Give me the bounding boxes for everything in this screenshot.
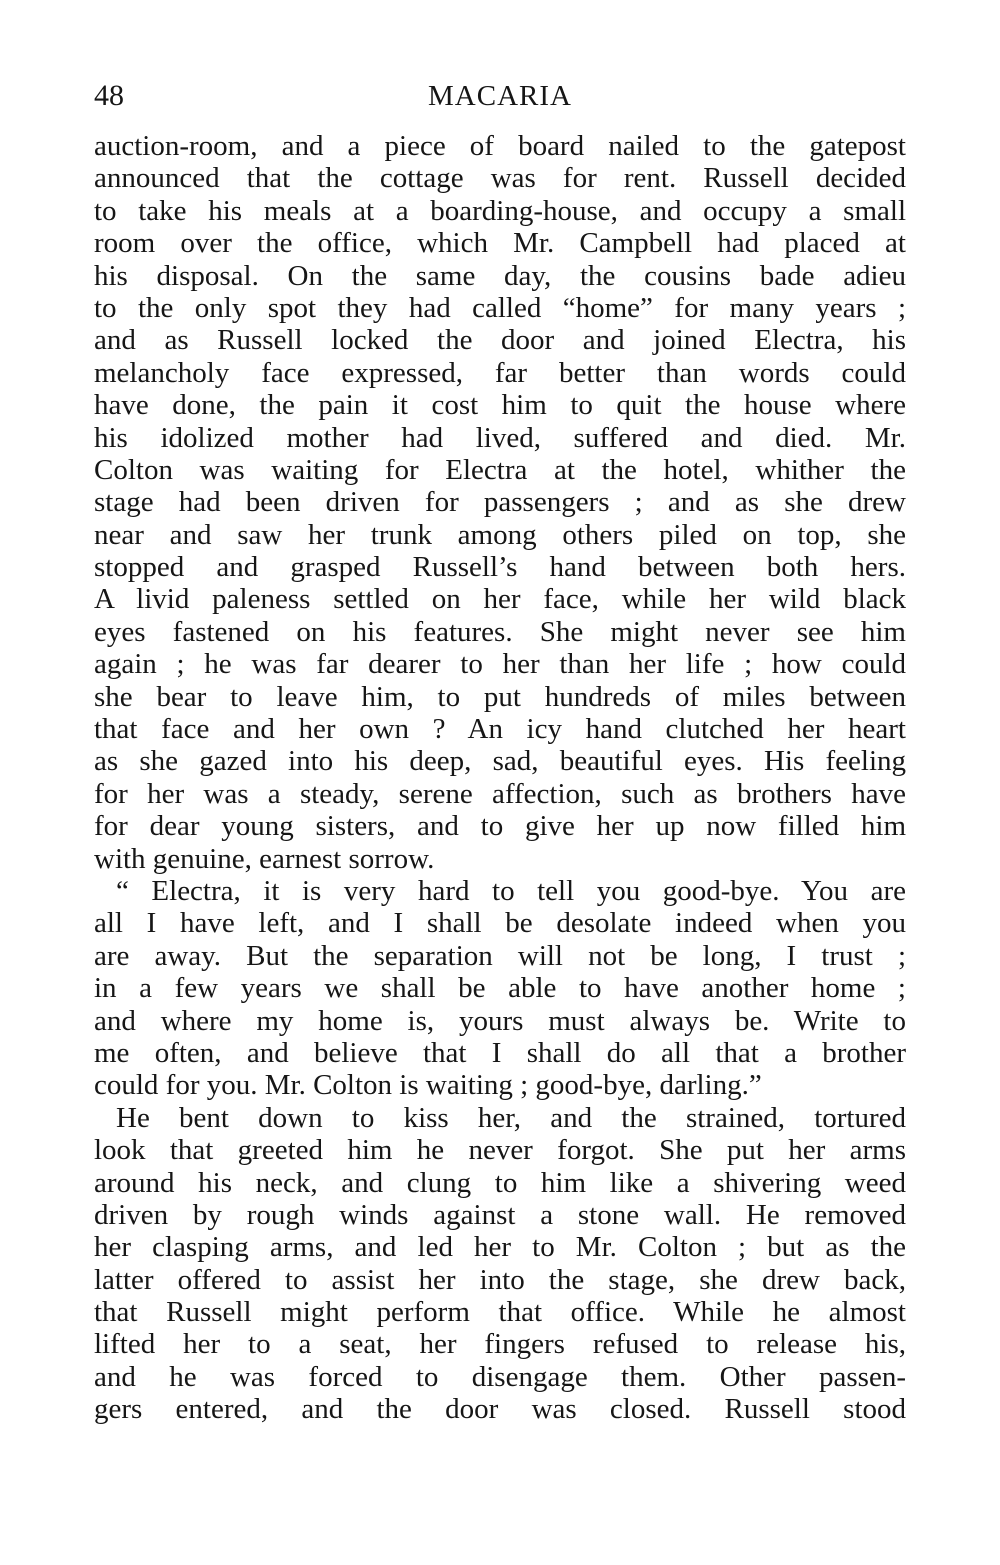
text-line: look that greeted him he never forgot. She put her arms bbox=[94, 1134, 906, 1167]
text-line: that face and her own ? An icy hand clutched her heart bbox=[94, 713, 906, 746]
text-line: melancholy face expressed, far better than words could bbox=[94, 356, 906, 389]
page-header bbox=[94, 76, 906, 116]
text-line: and he was forced to disengage them. Other passen- bbox=[94, 1360, 906, 1393]
text-line: and as Russell locked the door and joined Electra, his bbox=[94, 324, 906, 357]
text-line: and where my home is, yours must always be. Write to bbox=[94, 1004, 906, 1037]
text-line: his disposal. On the same day, the cousins bade adieu bbox=[94, 259, 906, 292]
text-line: her clasping arms, and led her to Mr. Colton ; but as the bbox=[94, 1231, 906, 1264]
text-line: room over the office, which Mr. Campbell had placed at bbox=[94, 227, 906, 260]
text-line: for dear young sisters, and to give her up now filled him bbox=[94, 810, 906, 843]
text-line: could for you. Mr. Colton is waiting ; good-bye, darling.” bbox=[94, 1069, 762, 1102]
text-line: stage had been driven for passengers ; and as she drew bbox=[94, 486, 906, 519]
text-line: for her was a steady, serene affection, such as brothers have bbox=[94, 777, 906, 810]
text-line: that Russell might perform that office. While he almost bbox=[94, 1296, 906, 1329]
text-line: all I have left, and I shall be desolate indeed when you bbox=[94, 907, 906, 940]
text-line: again ; he was far dearer to her than her life ; how could bbox=[94, 648, 906, 681]
text-line: as she gazed into his deep, sad, beautiful eyes. His feeling bbox=[94, 745, 906, 778]
text-line: near and saw her trunk among others piled on top, she bbox=[94, 518, 906, 551]
text-line: driven by rough winds against a stone wall. He removed bbox=[94, 1198, 906, 1231]
text-line: around his neck, and clung to him like a shivering weed bbox=[94, 1166, 906, 1199]
page-number: 48 bbox=[94, 79, 124, 112]
text-line: are away. But the separation will not be long, I trust ; bbox=[94, 939, 906, 972]
running-title: MACARIA bbox=[428, 80, 572, 112]
text-line: in a few years we shall be able to have another home ; bbox=[94, 972, 906, 1005]
text-line: she bear to leave him, to put hundreds of miles between bbox=[94, 680, 906, 713]
text-line: A livid paleness settled on her face, while her wild black bbox=[94, 583, 906, 616]
text-line: latter offered to assist her into the stage, she drew back, bbox=[94, 1263, 906, 1296]
text-line: He bent down to kiss her, and the strained, tortured bbox=[116, 1101, 906, 1134]
text-line: gers entered, and the door was closed. Russell stood bbox=[94, 1393, 906, 1426]
text-line: me often, and believe that I shall do all that a brother bbox=[94, 1036, 906, 1069]
text-line: have done, the pain it cost him to quit the house where bbox=[94, 389, 906, 422]
text-line: lifted her to a seat, her fingers refused to release his, bbox=[94, 1328, 906, 1361]
text-line: stopped and grasped Russell’s hand between both hers. bbox=[94, 551, 906, 584]
text-line: announced that the cottage was for rent. Russell decided bbox=[94, 162, 906, 195]
text-line: Colton was waiting for Electra at the hotel, whither the bbox=[94, 453, 906, 486]
text-line: auction-room, and a piece of board nailed to the gatepost bbox=[94, 130, 906, 162]
text-line: eyes fastened on his features. She might never see him bbox=[94, 615, 906, 648]
text-line: with genuine, earnest sorrow. bbox=[94, 842, 435, 875]
text-line: to take his meals at a boarding-house, and occupy a small bbox=[94, 194, 906, 227]
text-line: “ Electra, it is very hard to tell you good-bye. You are bbox=[116, 874, 906, 907]
body-text bbox=[94, 130, 906, 1426]
text-line: to the only spot they had called “home” for many years ; bbox=[94, 291, 906, 324]
text-line: his idolized mother had lived, suffered and died. Mr. bbox=[94, 421, 906, 454]
